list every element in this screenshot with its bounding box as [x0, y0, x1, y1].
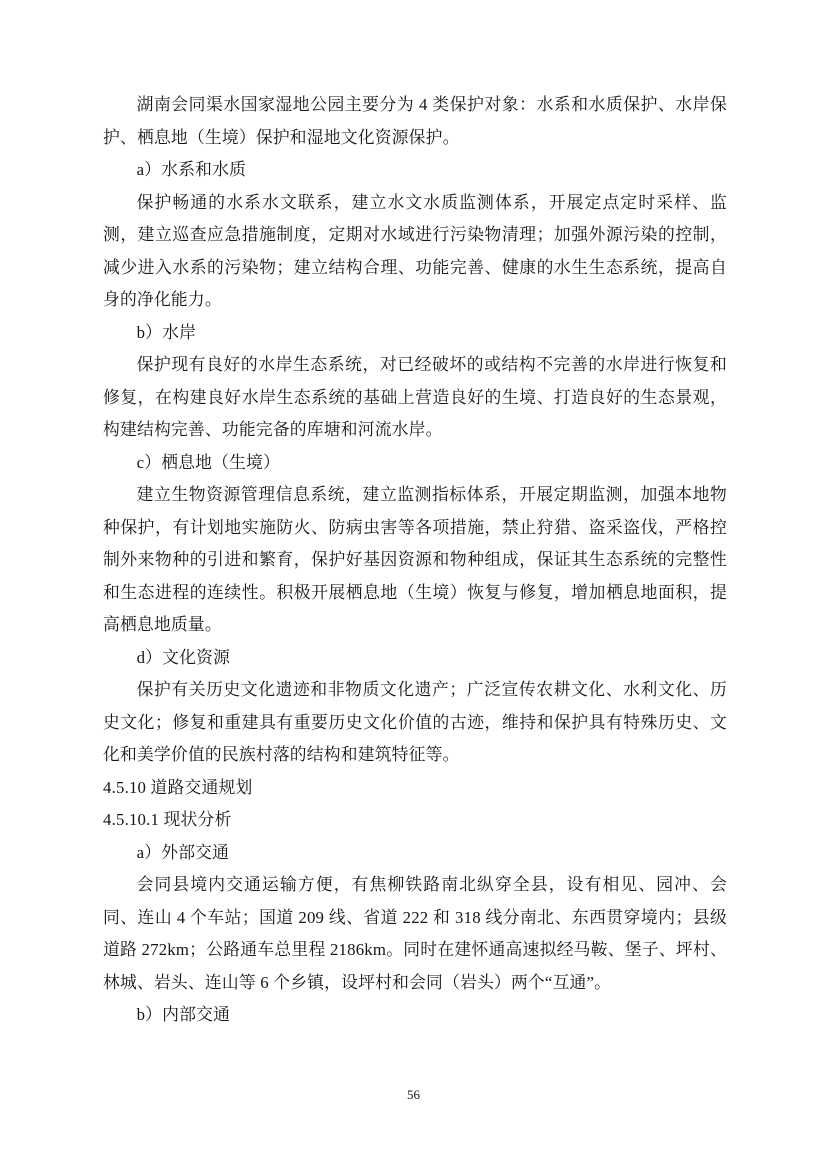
- item-c-habitat-heading: c）栖息地（生境）: [136, 452, 281, 472]
- item-b-waterfront-heading: b）水岸: [136, 322, 197, 342]
- external-traffic-paragraph: 会同县境内交通运输方便，有焦柳铁路南北纵穿全县，设有相见、园冲、会同、连山 4 个车站；国道 209 线、省道 222 和 318 线分南北、东西贯穿境内；县级道路 272km；公路通车总里程 2186km。同时在建怀通高速拟经马鞍、堡子、坪村、林城、岩头、连山等 6 个乡镇，设坪村和会同（岩头）两个“互通”。: [103, 875, 727, 992]
- water-quality-paragraph: 保护畅通的水系水文联系，建立水文水质监测体系，开展定点定时采样、监测，建立巡查应急措施制度，定期对水域进行污染物清理；加强外源污染的控制，减少进入水系的污染物；建立结构合理、功能完善、健康的水生生态系统，提高自身的净化能力。: [103, 192, 727, 309]
- item-d-culture-heading: d）文化资源: [136, 647, 231, 667]
- item-b-internal-traffic-heading: b）内部交通: [136, 1005, 231, 1024]
- section-4-5-10-heading: 4.5.10 道路交通规划: [103, 777, 253, 797]
- waterfront-paragraph: 保护现有良好的水岸生态系统，对已经破坏的或结构不完善的水岸进行恢复和修复，在构建良好水岸生态系统的基础上营造良好的生境、打造良好的生态景观，构建结构完善、功能完备的库塘和河流水岸。: [103, 355, 727, 439]
- section-4-5-10-1-heading: 4.5.10.1 现状分析: [103, 810, 232, 829]
- culture-paragraph: 保护有关历史文化遗迹和非物质文化遗产；广泛宣传农耕文化、水利文化、历史文化；修复和重建具有重要历史文化价值的古迹，维持和保护具有特殊历史、文化和美学价值的民族村落的结构和建筑特征等。: [103, 680, 727, 764]
- page-number: 56: [407, 1087, 420, 1102]
- item-a-water-quality-heading: a）水系和水质: [136, 160, 247, 179]
- intro-paragraph: 湖南会同渠水国家湿地公园主要分为 4 类保护对象：水系和水质保护、水岸保护、栖息地（生境）保护和湿地文化资源保护。: [103, 95, 727, 147]
- item-a-external-traffic-heading: a）外部交通: [136, 842, 230, 862]
- document-body: [103, 89, 727, 1032]
- habitat-paragraph: 建立生物资源管理信息系统，建立监测指标体系，开展定期监测，加强本地物种保护，有计划地实施防火、防病虫害等各项措施，禁止狩猎、盗采盗伐，严格控制外来物种的引进和繁育，保护好基因资源和物种组成，保证其生态系统的完整性和生态进程的连续性。积极开展栖息地（生境）恢复与修复，增加栖息地面积，提高栖息地质量。: [103, 485, 727, 634]
